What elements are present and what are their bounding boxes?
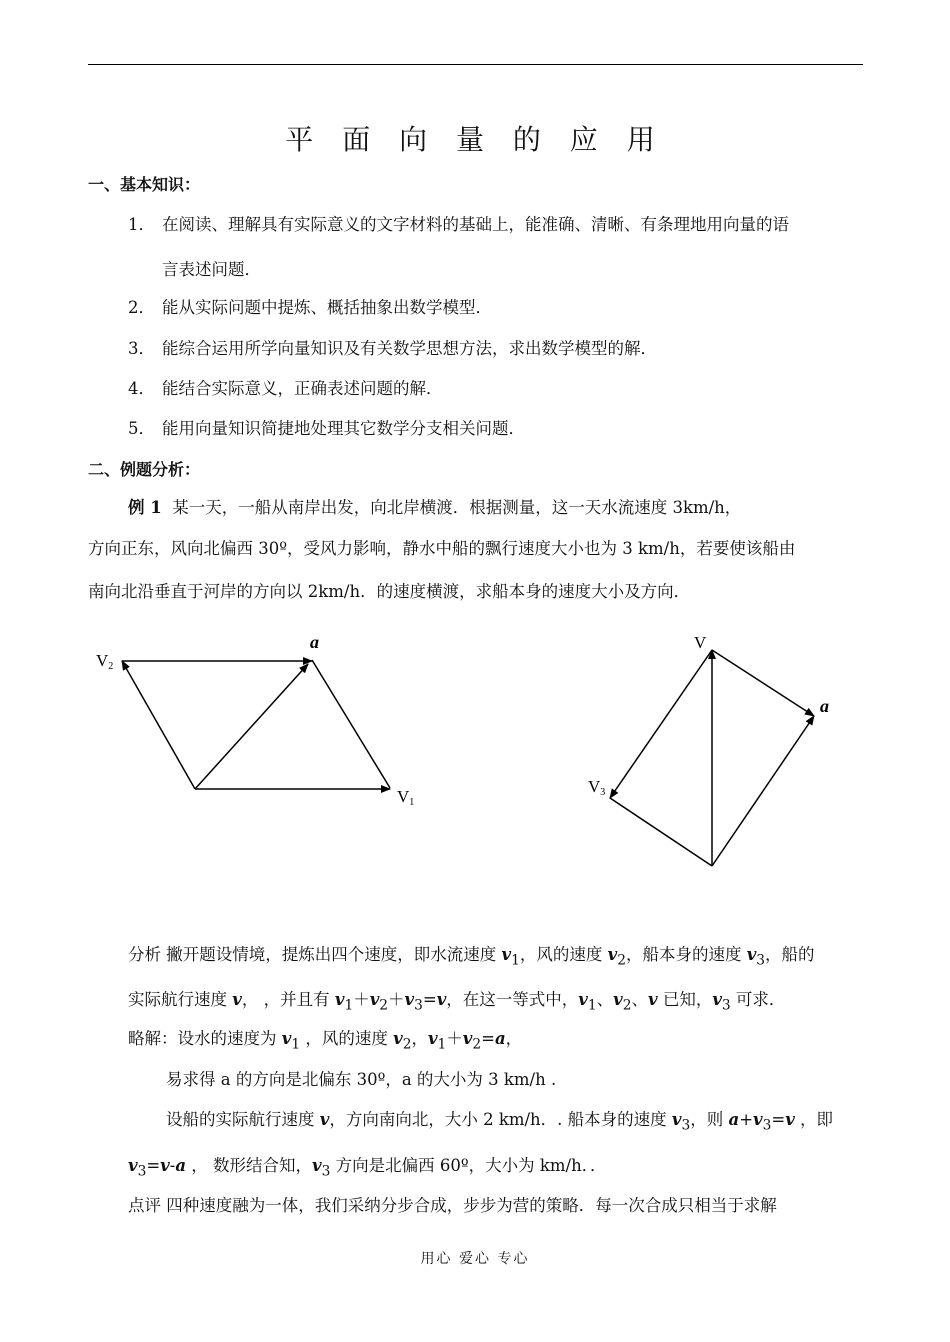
- label-a: a: [310, 632, 319, 652]
- example-line: 方向正东，风向北偏西 30º，受风力影响，静水中船的飘行速度大小也为 3 km/h，若要使该船由: [88, 539, 796, 558]
- solution-line: 设船的实际航行速度 v，方向南向北，大小 2 km/h．. 船本身的速度 $v_3$，则 $a+v_3=v$ ，即: [166, 1110, 834, 1134]
- label-v1: V1: [397, 787, 415, 808]
- page-title: 平 面 向 量 的 应 用: [285, 123, 665, 156]
- vector-a-arrow: [712, 716, 814, 866]
- label-a: a: [820, 696, 829, 716]
- analysis-line: 实际航行速度 v， ，并且有 $v_1+v_2+v_3=v$，在这一等式中，$v_1$、$v_2$、v 已知，$v_3$ 可求．: [128, 990, 786, 1014]
- vector-a-arrow: [195, 664, 308, 789]
- vector-figure: [0, 620, 950, 890]
- header-rule: [88, 64, 863, 65]
- list-item: 2． 能从实际问题中提炼、概括抽象出数学模型．: [128, 298, 492, 317]
- label-v2: V2: [96, 651, 114, 672]
- page-footer: 用心 爱心 专心: [420, 1251, 530, 1267]
- left-figure-edge: [312, 660, 390, 788]
- label-v3: V3: [588, 777, 606, 798]
- list-item: 3． 能综合运用所学向量知识及有关数学思想方法，求出数学模型的解．: [128, 339, 657, 358]
- analysis-line: 分析 撇开题设情境，提炼出四个速度，即水流速度 $v_1$，风的速度 $v_2$，船本身的速度 $v_3$，船的: [128, 945, 815, 969]
- vector-v3-arrow: [610, 650, 712, 798]
- list-item: 1． 在阅读、理解具有实际意义的文字材料的基础上，能准确、清晰、有条理地用向量的语: [128, 215, 789, 234]
- example-line: 例 1 某一天，一船从南岸出发，向北岸横渡．根据测量，这一天水流速度 3km/h，: [128, 498, 742, 517]
- section1-heading: 一、基本知识：: [88, 175, 201, 194]
- example-line: 南向北沿垂直于河岸的方向以 2km/h．的速度横渡，求船本身的速度大小及方向．: [88, 582, 691, 601]
- right-figure-edge: [712, 650, 814, 716]
- list-item: 4． 能结合实际意义，正确表述问题的解．: [128, 379, 443, 398]
- solution-line: $v_3=v-a$ ， 数形结合知，$v_3$ 方向是北偏西 60º，大小为 km/h．．: [128, 1156, 607, 1180]
- solution-line: 略解：设水的速度为 $v_1$ ，风的速度 $v_2$，$v_1+v_2=a$，: [128, 1029, 523, 1053]
- list-item: 5． 能用向量知识简捷地处理其它数学分支相关问题．: [128, 419, 525, 438]
- solution-line: 易求得 a 的方向是北偏东 30º，a 的大小为 3 km/h .: [166, 1070, 557, 1089]
- right-figure-edge: [610, 798, 712, 866]
- comment-line: 点评 四种速度融为一体，我们采纳分步合成，步步为营的策略．每一次合成只相当于求解: [128, 1196, 777, 1215]
- list-item-continuation: 言表述问题．: [162, 260, 261, 279]
- vector-v2-arrow: [122, 661, 195, 789]
- section2-heading: 二、例题分析：: [88, 460, 201, 479]
- label-v: V: [694, 633, 707, 652]
